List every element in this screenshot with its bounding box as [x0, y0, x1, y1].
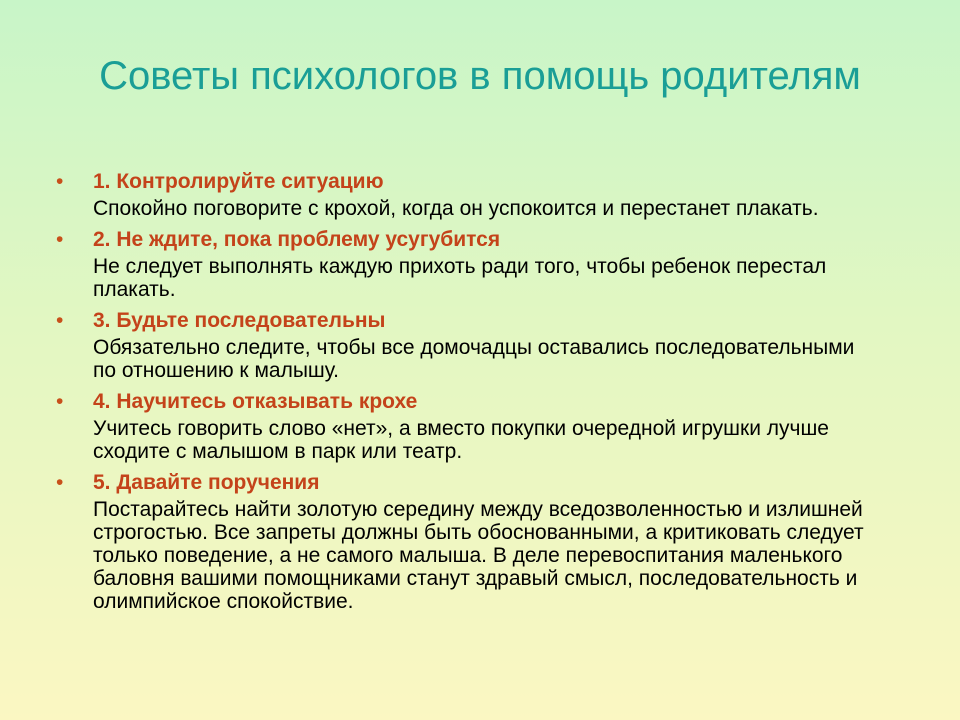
item-heading: 2. Не ждите, пока проблему усугубится — [93, 228, 501, 251]
slide-title: Советы психологов в помощь родителям — [99, 54, 861, 98]
bullet-icon: • — [56, 471, 64, 494]
item-heading: 3. Будьте последовательны — [93, 309, 386, 332]
bullet-icon: • — [56, 390, 64, 413]
item-heading: 1. Контролируйте ситуацию — [93, 170, 384, 193]
bullet-icon: • — [56, 309, 64, 332]
item-body: Спокойно поговорите с крохой, когда он успокоится и перестанет плакать. — [93, 197, 819, 220]
list-item — [0, 226, 960, 301]
item-heading: 5. Давайте поручения — [93, 471, 320, 494]
item-body: Не следует выполнять каждую прихоть ради того, чтобы ребенок перестал плакать. — [93, 255, 827, 301]
bullet-icon: • — [56, 170, 64, 193]
item-heading: 4. Научитесь отказывать крохе — [93, 390, 418, 413]
list-item — [0, 469, 960, 613]
bullet-icon: • — [56, 228, 64, 251]
list-item — [0, 168, 960, 220]
item-body: Обязательно следите, чтобы все домочадцы оставались последовательными по отношению к малышу. — [93, 336, 855, 382]
advice-list — [0, 168, 960, 613]
list-item — [0, 307, 960, 382]
list-item — [0, 388, 960, 463]
item-body: Постарайтесь найти золотую середину между вседозволенностью и излишней строгостью. Все запреты должны быть обоснованными, а критиковать следует только поведение, а не самого малыша. В деле перевоспитания маленького баловня вашими помощниками станут здравый смысл, последовательность и олимпийское спокойствие. — [93, 498, 864, 613]
item-body: Учитесь говорить слово «нет», а вместо покупки очередной игрушки лучше сходите с малышом в парк или театр. — [93, 417, 829, 463]
